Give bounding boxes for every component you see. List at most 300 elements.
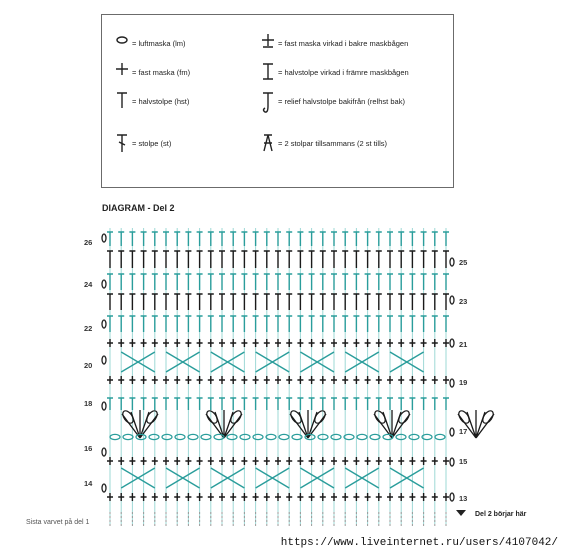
turning-chain-right <box>450 258 454 266</box>
note-last-row-part1: Sista varvet på del 1 <box>26 519 90 526</box>
hdc-stitch <box>353 398 359 410</box>
hdc-row-1 <box>107 251 449 268</box>
hdc-stitch <box>107 398 113 410</box>
sc-stitch <box>163 376 169 384</box>
hdc-stitch <box>286 274 292 290</box>
hdc-stitch <box>286 232 292 246</box>
sc-stitch <box>230 339 236 347</box>
hdc-stitch <box>219 232 225 246</box>
sc-stitch <box>309 493 315 501</box>
hdc-stitch <box>264 274 270 290</box>
hdc-stitch <box>421 316 427 332</box>
hdc-stitch <box>219 316 225 332</box>
sc-stitch <box>421 376 427 384</box>
sc-stitch <box>129 493 135 501</box>
sc-stitch <box>286 339 292 347</box>
hdc-stitch <box>163 274 169 290</box>
sc-stitch <box>241 457 247 465</box>
hdc-stitch <box>353 294 359 310</box>
turning-chain-left <box>102 234 106 242</box>
hdc-stitch <box>174 294 180 310</box>
sc-stitch <box>185 457 191 465</box>
chain-oval <box>110 434 120 439</box>
hdc-stitch <box>152 274 158 290</box>
hdc-stitch <box>432 398 438 410</box>
hdc-stitch <box>432 232 438 246</box>
sc-stitch <box>376 339 382 347</box>
hdc-stitch <box>398 316 404 332</box>
sc-stitch <box>421 493 427 501</box>
crossed-stitch <box>345 352 379 372</box>
hdc-stitch <box>253 294 259 310</box>
hdc-stitch <box>197 274 203 290</box>
hdc-stitch <box>365 251 371 268</box>
sc-row-15 <box>107 457 449 465</box>
sc-stitch <box>309 457 315 465</box>
sc-stitch <box>320 376 326 384</box>
hdc-stitch <box>309 398 315 410</box>
chain-oval <box>227 434 237 439</box>
hdc-stitch <box>421 251 427 268</box>
turning-chain-right <box>450 379 454 387</box>
chain-oval <box>149 434 159 439</box>
hdc-stitch <box>297 398 303 410</box>
hdc-stitch <box>174 232 180 246</box>
leaf <box>289 409 304 425</box>
hdc-stitch <box>409 294 415 310</box>
sc-stitch <box>286 457 292 465</box>
hdc-stitch <box>118 232 124 246</box>
hdc-row-3 <box>107 294 449 310</box>
hdc-stitch <box>264 316 270 332</box>
hdc-stitch <box>152 398 158 410</box>
hdc-stitch <box>241 398 247 410</box>
hdc-stitch <box>208 274 214 290</box>
hdc-stitch <box>230 316 236 332</box>
hdc-stitch <box>342 251 348 268</box>
sc-stitch <box>152 376 158 384</box>
sc-stitch <box>275 376 281 384</box>
sc-stitch <box>163 339 169 347</box>
hdc-stitch <box>376 251 382 268</box>
hdc-stitch <box>443 232 449 246</box>
sc-stitch <box>297 457 303 465</box>
hdc-stitch <box>185 251 191 268</box>
sc-stitch <box>331 457 337 465</box>
hdc-stitch <box>398 294 404 310</box>
sc-stitch <box>129 339 135 347</box>
hdc-stitch <box>163 398 169 410</box>
hdc-row-4 <box>107 316 449 332</box>
hdc-stitch <box>129 251 135 268</box>
hdc-stitch <box>443 251 449 268</box>
sc-stitch <box>152 457 158 465</box>
crossed-stitch <box>345 468 379 488</box>
hdc-stitch <box>275 274 281 290</box>
sc-stitch <box>432 376 438 384</box>
sc-stitch <box>174 493 180 501</box>
hdc-stitch <box>297 316 303 332</box>
hdc-stitch <box>421 398 427 410</box>
hdc-stitch <box>409 251 415 268</box>
hdc-stitch <box>387 232 393 246</box>
sc-stitch <box>208 339 214 347</box>
hdc-stitch <box>297 294 303 310</box>
start-arrow-icon <box>456 510 466 516</box>
hdc-stitch <box>241 274 247 290</box>
sc-stitch <box>387 493 393 501</box>
sc-stitch <box>297 376 303 384</box>
hdc-stitch <box>264 251 270 268</box>
sc-stitch <box>208 376 214 384</box>
sc-stitch <box>286 493 292 501</box>
hdc-stitch <box>107 274 113 290</box>
hdc-stitch <box>185 398 191 410</box>
sc-stitch <box>421 457 427 465</box>
hdc-stitch <box>331 232 337 246</box>
sc-stitch <box>264 376 270 384</box>
sc-stitch <box>365 493 371 501</box>
hdc-stitch <box>264 294 270 310</box>
hdc-stitch <box>331 251 337 268</box>
row-label-right: 15 <box>459 457 468 466</box>
leaf <box>121 409 136 425</box>
sc-stitch <box>253 376 259 384</box>
hdc-stitch <box>118 398 124 410</box>
hdc-stitch <box>320 398 326 410</box>
hdc-stitch <box>152 316 158 332</box>
sc-stitch <box>253 493 259 501</box>
sc-stitch <box>141 339 147 347</box>
hdc-stitch <box>309 232 315 246</box>
hdc-stitch <box>185 274 191 290</box>
hdc-stitch <box>432 274 438 290</box>
hdc-stitch <box>152 232 158 246</box>
hdc-stitch <box>409 232 415 246</box>
hdc-stitch <box>107 294 113 310</box>
chain-oval <box>188 434 198 439</box>
sc-stitch <box>443 339 449 347</box>
hdc-stitch <box>197 232 203 246</box>
sc-stitch <box>197 457 203 465</box>
hdc-stitch <box>264 398 270 410</box>
hdc-stitch <box>376 294 382 310</box>
row-label-left: 26 <box>84 238 93 247</box>
hdc-stitch <box>398 232 404 246</box>
sc-stitch <box>376 493 382 501</box>
hdc-stitch <box>174 316 180 332</box>
turning-chain-left <box>102 448 106 456</box>
hdc-stitch <box>409 316 415 332</box>
hdc-stitch <box>398 274 404 290</box>
sc-stitch <box>421 339 427 347</box>
sc-stitch <box>185 339 191 347</box>
hdc-stitch <box>208 294 214 310</box>
hdc-stitch <box>297 251 303 268</box>
hdc-stitch <box>141 398 147 410</box>
crossed-stitch <box>256 468 290 488</box>
sc-stitch <box>129 457 135 465</box>
hdc-stitch <box>241 251 247 268</box>
hdc-stitch <box>421 232 427 246</box>
row-label-left: 24 <box>84 280 93 289</box>
sc-stitch <box>197 493 203 501</box>
sc-stitch <box>365 339 371 347</box>
hdc-stitch <box>107 232 113 246</box>
sc-stitch <box>141 376 147 384</box>
turning-chain-right <box>450 458 454 466</box>
chain-oval <box>162 434 172 439</box>
hdc-stitch <box>309 294 315 310</box>
row-label-right: 13 <box>459 494 468 503</box>
hdc-stitch <box>163 316 169 332</box>
hdc-stitch <box>174 251 180 268</box>
shell-fan <box>290 410 326 438</box>
hdc-stitch <box>208 232 214 246</box>
sc-stitch <box>163 493 169 501</box>
crossed-stitch <box>300 352 334 372</box>
sc-stitch <box>197 376 203 384</box>
hdc-stitch <box>230 232 236 246</box>
turning-chain-left <box>102 484 106 492</box>
hdc-stitch <box>152 294 158 310</box>
hdc-stitch <box>286 316 292 332</box>
hdc-stitch <box>432 251 438 268</box>
hdc-stitch <box>197 294 203 310</box>
sc-stitch <box>398 457 404 465</box>
crossed-stitch <box>390 468 424 488</box>
hdc-stitch <box>376 274 382 290</box>
shell-fan <box>206 410 242 438</box>
watermark-url: https://www.liveinternet.ru/users/4107042/ <box>280 537 558 549</box>
row-label-right: 23 <box>459 297 468 306</box>
hdc-stitch <box>141 251 147 268</box>
hdc-stitch <box>241 232 247 246</box>
hdc-stitch <box>197 398 203 410</box>
turning-chain-left <box>102 402 106 410</box>
sc-stitch <box>376 376 382 384</box>
hdc-stitch <box>443 274 449 290</box>
cross-row-20 <box>121 352 423 372</box>
sc-stitch <box>219 339 225 347</box>
turning-chain-left <box>102 280 106 288</box>
row-label-left: 20 <box>84 361 93 370</box>
sc-stitch <box>208 457 214 465</box>
sc-stitch <box>297 339 303 347</box>
turning-chain-left <box>102 320 106 328</box>
sc-stitch <box>174 339 180 347</box>
hdc-stitch <box>275 316 281 332</box>
sc-stitch <box>129 376 135 384</box>
sc-stitch <box>387 457 393 465</box>
chain-oval <box>201 434 211 439</box>
hdc-row-2 <box>107 274 449 290</box>
hdc-stitch <box>376 316 382 332</box>
sc-stitch <box>432 457 438 465</box>
sc-stitch <box>230 376 236 384</box>
hdc-stitch <box>297 232 303 246</box>
hdc-stitch <box>387 251 393 268</box>
sc-stitch <box>309 376 315 384</box>
sc-stitch <box>353 457 359 465</box>
sc-stitch <box>275 457 281 465</box>
hdc-stitch <box>320 251 326 268</box>
hdc-stitch <box>286 251 292 268</box>
sc-stitch <box>398 339 404 347</box>
hdc-stitch <box>443 398 449 410</box>
sc-stitch <box>118 493 124 501</box>
crossed-stitch <box>121 468 155 488</box>
hdc-stitch <box>432 294 438 310</box>
leaf <box>397 409 412 425</box>
hdc-stitch <box>320 316 326 332</box>
hdc-stitch <box>230 251 236 268</box>
hdc-stitch <box>342 316 348 332</box>
hdc-stitch <box>241 316 247 332</box>
hdc-stitch <box>387 294 393 310</box>
sc-stitch <box>163 457 169 465</box>
turning-chain-right <box>450 428 454 436</box>
sc-stitch <box>118 457 124 465</box>
crossed-stitch <box>121 352 155 372</box>
hdc-stitch <box>297 274 303 290</box>
sc-stitch <box>107 339 113 347</box>
hdc-stitch <box>342 294 348 310</box>
chain-oval <box>331 434 341 439</box>
hdc-stitch <box>309 316 315 332</box>
hdc-stitch <box>376 232 382 246</box>
shell-fan <box>374 410 410 438</box>
sc-stitch <box>107 493 113 501</box>
hdc-stitch <box>107 251 113 268</box>
hdc-stitch <box>409 274 415 290</box>
hdc-stitch <box>443 316 449 332</box>
sc-stitch <box>219 376 225 384</box>
hdc-stitch <box>174 274 180 290</box>
leaf <box>205 409 220 425</box>
hdc-stitch <box>365 274 371 290</box>
sc-row-19 <box>107 376 449 384</box>
hdc-stitch <box>141 294 147 310</box>
hdc-stitch <box>275 294 281 310</box>
hdc-stitch <box>129 398 135 410</box>
row-label-left: 18 <box>84 399 93 408</box>
sc-stitch <box>432 339 438 347</box>
sc-stitch <box>398 493 404 501</box>
hdc-stitch <box>353 251 359 268</box>
diagram-title: DIAGRAM - Del 2 <box>102 203 175 213</box>
sc-stitch <box>387 339 393 347</box>
hdc-stitch <box>141 232 147 246</box>
hdc-stitch <box>353 274 359 290</box>
hdc-stitch <box>118 251 124 268</box>
sc-stitch <box>275 339 281 347</box>
hdc-stitch <box>387 316 393 332</box>
hdc-stitch <box>275 398 281 410</box>
hdc-stitch <box>331 398 337 410</box>
hdc-stitch <box>387 398 393 410</box>
hdc-stitch <box>387 274 393 290</box>
leaf <box>373 409 388 425</box>
sc-stitch <box>365 376 371 384</box>
hdc-stitch <box>286 294 292 310</box>
hdc-stitch <box>129 294 135 310</box>
hdc-stitch <box>443 294 449 310</box>
row-label-left: 14 <box>84 479 93 488</box>
chain-oval <box>435 434 445 439</box>
row-label-right: 17 <box>459 427 468 436</box>
sc-stitch <box>409 376 415 384</box>
hdc-stitch <box>275 251 281 268</box>
sc-stitch <box>241 493 247 501</box>
row-label-right: 21 <box>459 340 468 349</box>
hdc-stitch <box>309 274 315 290</box>
hdc-stitch <box>219 294 225 310</box>
hdc-stitch <box>197 316 203 332</box>
hdc-stitch <box>376 398 382 410</box>
sc-stitch <box>264 457 270 465</box>
sc-stitch <box>219 457 225 465</box>
crossed-stitch <box>166 468 200 488</box>
hdc-stitch <box>365 294 371 310</box>
sc-stitch <box>107 457 113 465</box>
hdc-stitch <box>398 251 404 268</box>
note-part2-start: Del 2 börjar här <box>475 511 527 518</box>
chain-oval <box>123 434 133 439</box>
sc-stitch <box>208 493 214 501</box>
hdc-stitch <box>219 398 225 410</box>
hdc-stitch <box>118 294 124 310</box>
sc-stitch <box>342 339 348 347</box>
hdc-stitch <box>163 232 169 246</box>
sc-stitch <box>443 493 449 501</box>
hdc-stitch <box>309 251 315 268</box>
sc-stitch <box>342 493 348 501</box>
sc-stitch <box>342 457 348 465</box>
sc-stitch <box>141 493 147 501</box>
hdc-stitch <box>152 251 158 268</box>
sc-row-21 <box>107 339 449 347</box>
sc-stitch <box>409 339 415 347</box>
sc-stitch <box>185 493 191 501</box>
crossed-stitch <box>300 468 334 488</box>
hdc-stitch <box>286 398 292 410</box>
sc-stitch <box>152 493 158 501</box>
crossed-stitch <box>390 352 424 372</box>
sc-stitch <box>376 457 382 465</box>
crossed-stitch <box>166 352 200 372</box>
hdc-stitch <box>365 316 371 332</box>
sc-stitch <box>331 376 337 384</box>
chain-oval <box>175 434 185 439</box>
hdc-stitch <box>129 316 135 332</box>
hdc-stitch <box>107 316 113 332</box>
sc-stitch <box>275 493 281 501</box>
hdc-stitch <box>208 316 214 332</box>
sc-stitch <box>241 339 247 347</box>
sc-stitch <box>107 376 113 384</box>
sc-stitch <box>320 339 326 347</box>
hdc-stitch <box>208 251 214 268</box>
hdc-stitch <box>320 274 326 290</box>
hdc-stitch <box>320 232 326 246</box>
hdc-stitch <box>174 398 180 410</box>
hdc-stitch <box>129 274 135 290</box>
sc-stitch <box>320 457 326 465</box>
crossed-stitch <box>211 468 245 488</box>
hdc-stitch <box>253 398 259 410</box>
sc-row-13 <box>107 493 449 501</box>
